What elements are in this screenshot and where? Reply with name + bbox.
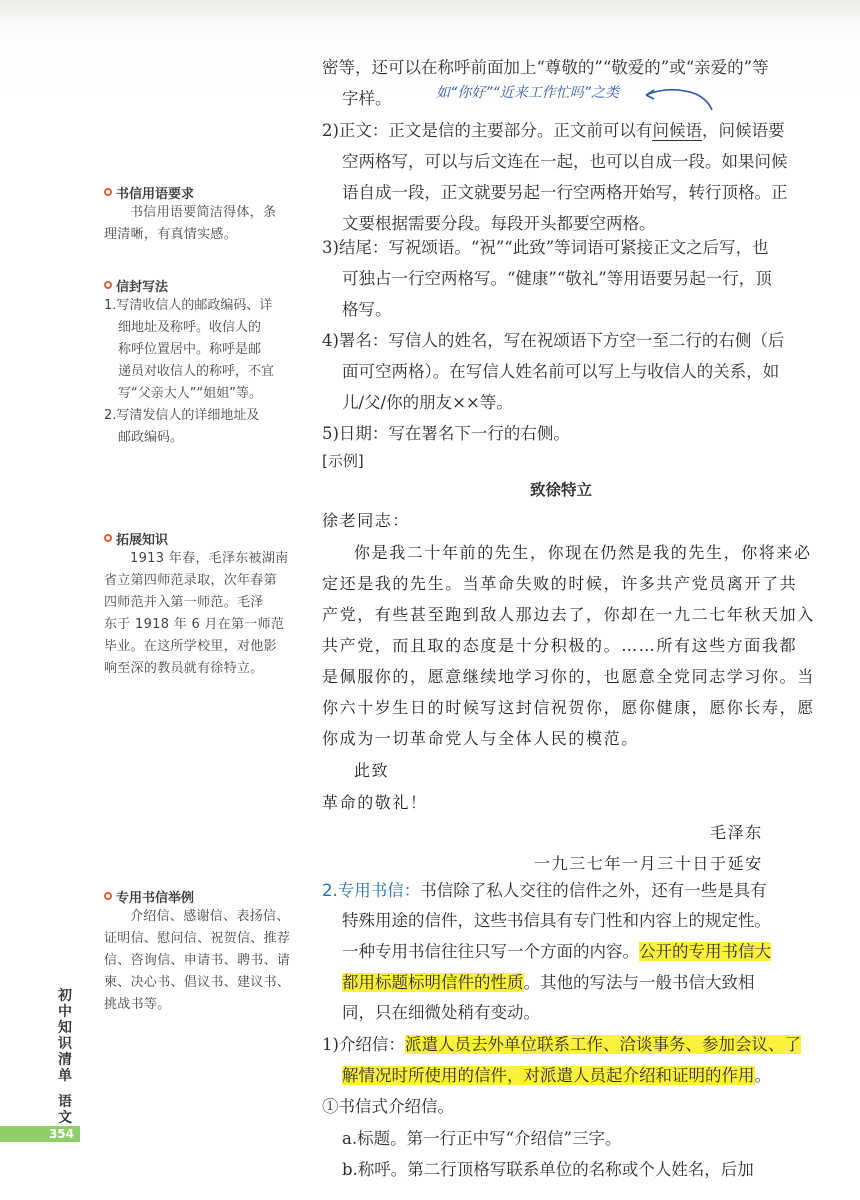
sidebar-note-extended-knowledge xyxy=(104,528,292,680)
body-line: 面可空两格）。在写信人姓名前可以写上与收信人的关系，如 xyxy=(342,362,780,381)
body-line: 特殊用途的信件，这些书信具有专门性和内容上的规定性。 xyxy=(342,911,771,930)
paragraph-body-section: 2)正文：正文是信的主要部分。正文前可以有问候语，问候语要 xyxy=(322,121,785,140)
note-text: 介绍信、感谢信、表扬信、 xyxy=(130,909,290,924)
note-text: 四师范并入第一师范。毛泽 xyxy=(104,595,264,610)
body-line: 同，只在细微处稍有变动。 xyxy=(342,1003,540,1022)
example-tag: [示例] xyxy=(322,452,364,470)
note-text: 毕业。在这所学校里，对他影 xyxy=(104,639,277,654)
letter-title: 致徐特立 xyxy=(529,481,592,499)
bullet-circle-icon xyxy=(104,281,112,289)
bullet-circle-icon xyxy=(104,534,112,542)
body-line: 密等，还可以在称呼前面加上“尊敬的”“敬爱的”或“亲爱的”等 xyxy=(322,58,769,77)
note-text: 省立第四师范录取，次年春第 xyxy=(104,573,277,588)
note-text: 称呼位置居中。称呼是邮 xyxy=(118,342,262,357)
letter-date: 一九三七年一月三十日于延安 xyxy=(534,854,763,873)
arrow-icon xyxy=(640,80,716,114)
highlighted-text: 公开的专用书信大 xyxy=(639,942,771,961)
body-line: 儿/父/你的朋友××等。 xyxy=(342,393,513,412)
note-title: 书信用语要求 xyxy=(104,182,292,202)
sidebar-note-special-letters xyxy=(104,886,292,1016)
letter-line: 是佩服你的，愿意继续地学习你的，也愿意全党同志学习你。当 xyxy=(322,667,815,686)
list-item: ①书信式介绍信。 xyxy=(322,1097,454,1116)
letter-closing: 此致 xyxy=(354,761,390,780)
highlighted-text: 派遣人员去外单位联系工作、洽谈事务、参加会议、了 xyxy=(404,1035,801,1054)
note-text: 信、咨询信、申请书、聘书、请 xyxy=(104,953,291,968)
note-text: 2.写清发信人的详细地址及 xyxy=(104,408,260,423)
letter-line: 产党，有些甚至跑到敌人那边去了，你却在一九二七年秋天加入 xyxy=(322,605,815,624)
body-line: 解情况时所使用的信件，对派遣人员起介绍和证明的作用。 xyxy=(342,1066,771,1085)
highlighted-text: 解情况时所使用的信件，对派遣人员起介绍和证明的作用 xyxy=(342,1066,755,1085)
body-line: 空两格写，可以与后文连在一起，也可以自成一段。如果问候 xyxy=(342,152,788,171)
letter-line: 共产党，而且取的态度是十分积极的。……所有这些方面我都 xyxy=(322,636,798,655)
note-title: 专用书信举例 xyxy=(104,886,292,906)
note-text: 柬、决心书、倡议书、建议书、 xyxy=(104,975,291,990)
note-text: 1.写清收信人的邮政编码、详 xyxy=(104,298,273,313)
note-text: 响至深的教员就有徐特立。 xyxy=(104,661,264,676)
paragraph-ending: 3)结尾：写祝颂语。“祝”“此致”等词语可紧接正文之后写，也 xyxy=(322,238,769,257)
letter-line: 你是我二十年前的先生，你现在仍然是我的先生，你将来必 xyxy=(354,543,812,562)
note-title: 信封写法 xyxy=(104,275,292,295)
note-text: 挑战书等。 xyxy=(104,997,171,1012)
note-text: 细地址及称呼。收信人的 xyxy=(118,320,262,335)
top-shadow xyxy=(0,0,860,22)
section-heading: 2.专用书信： xyxy=(322,881,421,900)
book-title-vertical: 初 中 知 识 清 单 语 文 xyxy=(58,988,72,1126)
highlighted-text: 都用标题标明信件的性质 xyxy=(342,973,524,992)
body-line: 一种专用书信往往只写一个方面的内容。公开的专用书信大 xyxy=(342,942,771,961)
body-line: 字样。 xyxy=(342,89,392,108)
bullet-circle-icon xyxy=(104,188,112,196)
letter-signature: 毛泽东 xyxy=(710,823,763,842)
paragraph-signature: 4)署名：写信人的姓名，写在祝颂语下方空一至二行的右侧（后 xyxy=(322,331,785,350)
note-text: 递员对收信人的称呼，不宜 xyxy=(118,364,275,379)
bullet-circle-icon xyxy=(104,892,112,900)
sidebar-note-letter-language xyxy=(104,182,292,246)
body-line: 都用标题标明信件的性质。其他的写法与一般书信大致相 xyxy=(342,973,755,992)
note-text: 证明信、慰问信、祝贺信、推荐 xyxy=(104,931,291,946)
note-text: 理清晰，有真情实感。 xyxy=(104,227,238,242)
body-line: 可独占一行空两格写。“健康”“敬礼”等用语要另起一行，顶 xyxy=(342,269,772,288)
letter-salutation: 徐老同志： xyxy=(322,511,411,530)
note-title: 拓展知识 xyxy=(104,528,292,548)
letter-line: 定还是我的先生。当革命失败的时候，许多共产党员离开了共 xyxy=(322,574,798,593)
body-line: 格写。 xyxy=(342,300,392,319)
body-line: 语自成一段，正文就要另起一行空两格开始写，转行顶格。正 xyxy=(342,183,788,202)
list-item: b.称呼。第二行顶格写联系单位的名称或个人姓名，后加 xyxy=(342,1160,754,1179)
sidebar-note-envelope xyxy=(104,275,292,449)
note-text: 邮政编码。 xyxy=(118,430,184,445)
note-text: 东于 1918 年 6 月在第一师范 xyxy=(104,617,285,632)
note-text: 书信用语要简洁得体，条 xyxy=(130,205,277,220)
handwritten-note: 如“你好”“近来工作忙吗”之类 xyxy=(436,85,620,101)
note-text: 写“父亲大人”“姐姐”等。 xyxy=(118,386,262,401)
section-special-letters: 2.专用书信：书信除了私人交往的信件之外，还有一些是具有 xyxy=(322,881,767,900)
letter-line: 你成为一切革命党人与全体人民的模范。 xyxy=(322,729,639,748)
letter-line: 你六十岁生日的时候写这封信祝贺你，愿你健康，愿你长寿，愿 xyxy=(322,698,815,717)
body-line: 文要根据需要分段。每段开头都要空两格。 xyxy=(342,214,656,233)
page-number: 354 xyxy=(0,1126,80,1142)
note-text: 1913 年春，毛泽东被湖南 xyxy=(130,551,289,566)
letter-closing: 革命的敬礼！ xyxy=(322,793,428,812)
paragraph-intro-letter: 1)介绍信：派遣人员去外单位联系工作、洽谈事务、参加会议、了 xyxy=(322,1035,801,1054)
list-item: a.标题。第一行正中写“介绍信”三字。 xyxy=(342,1129,622,1148)
paragraph-date: 5)日期：写在署名下一行的右侧。 xyxy=(322,424,570,443)
underlined-term: 问候语 xyxy=(652,121,702,140)
